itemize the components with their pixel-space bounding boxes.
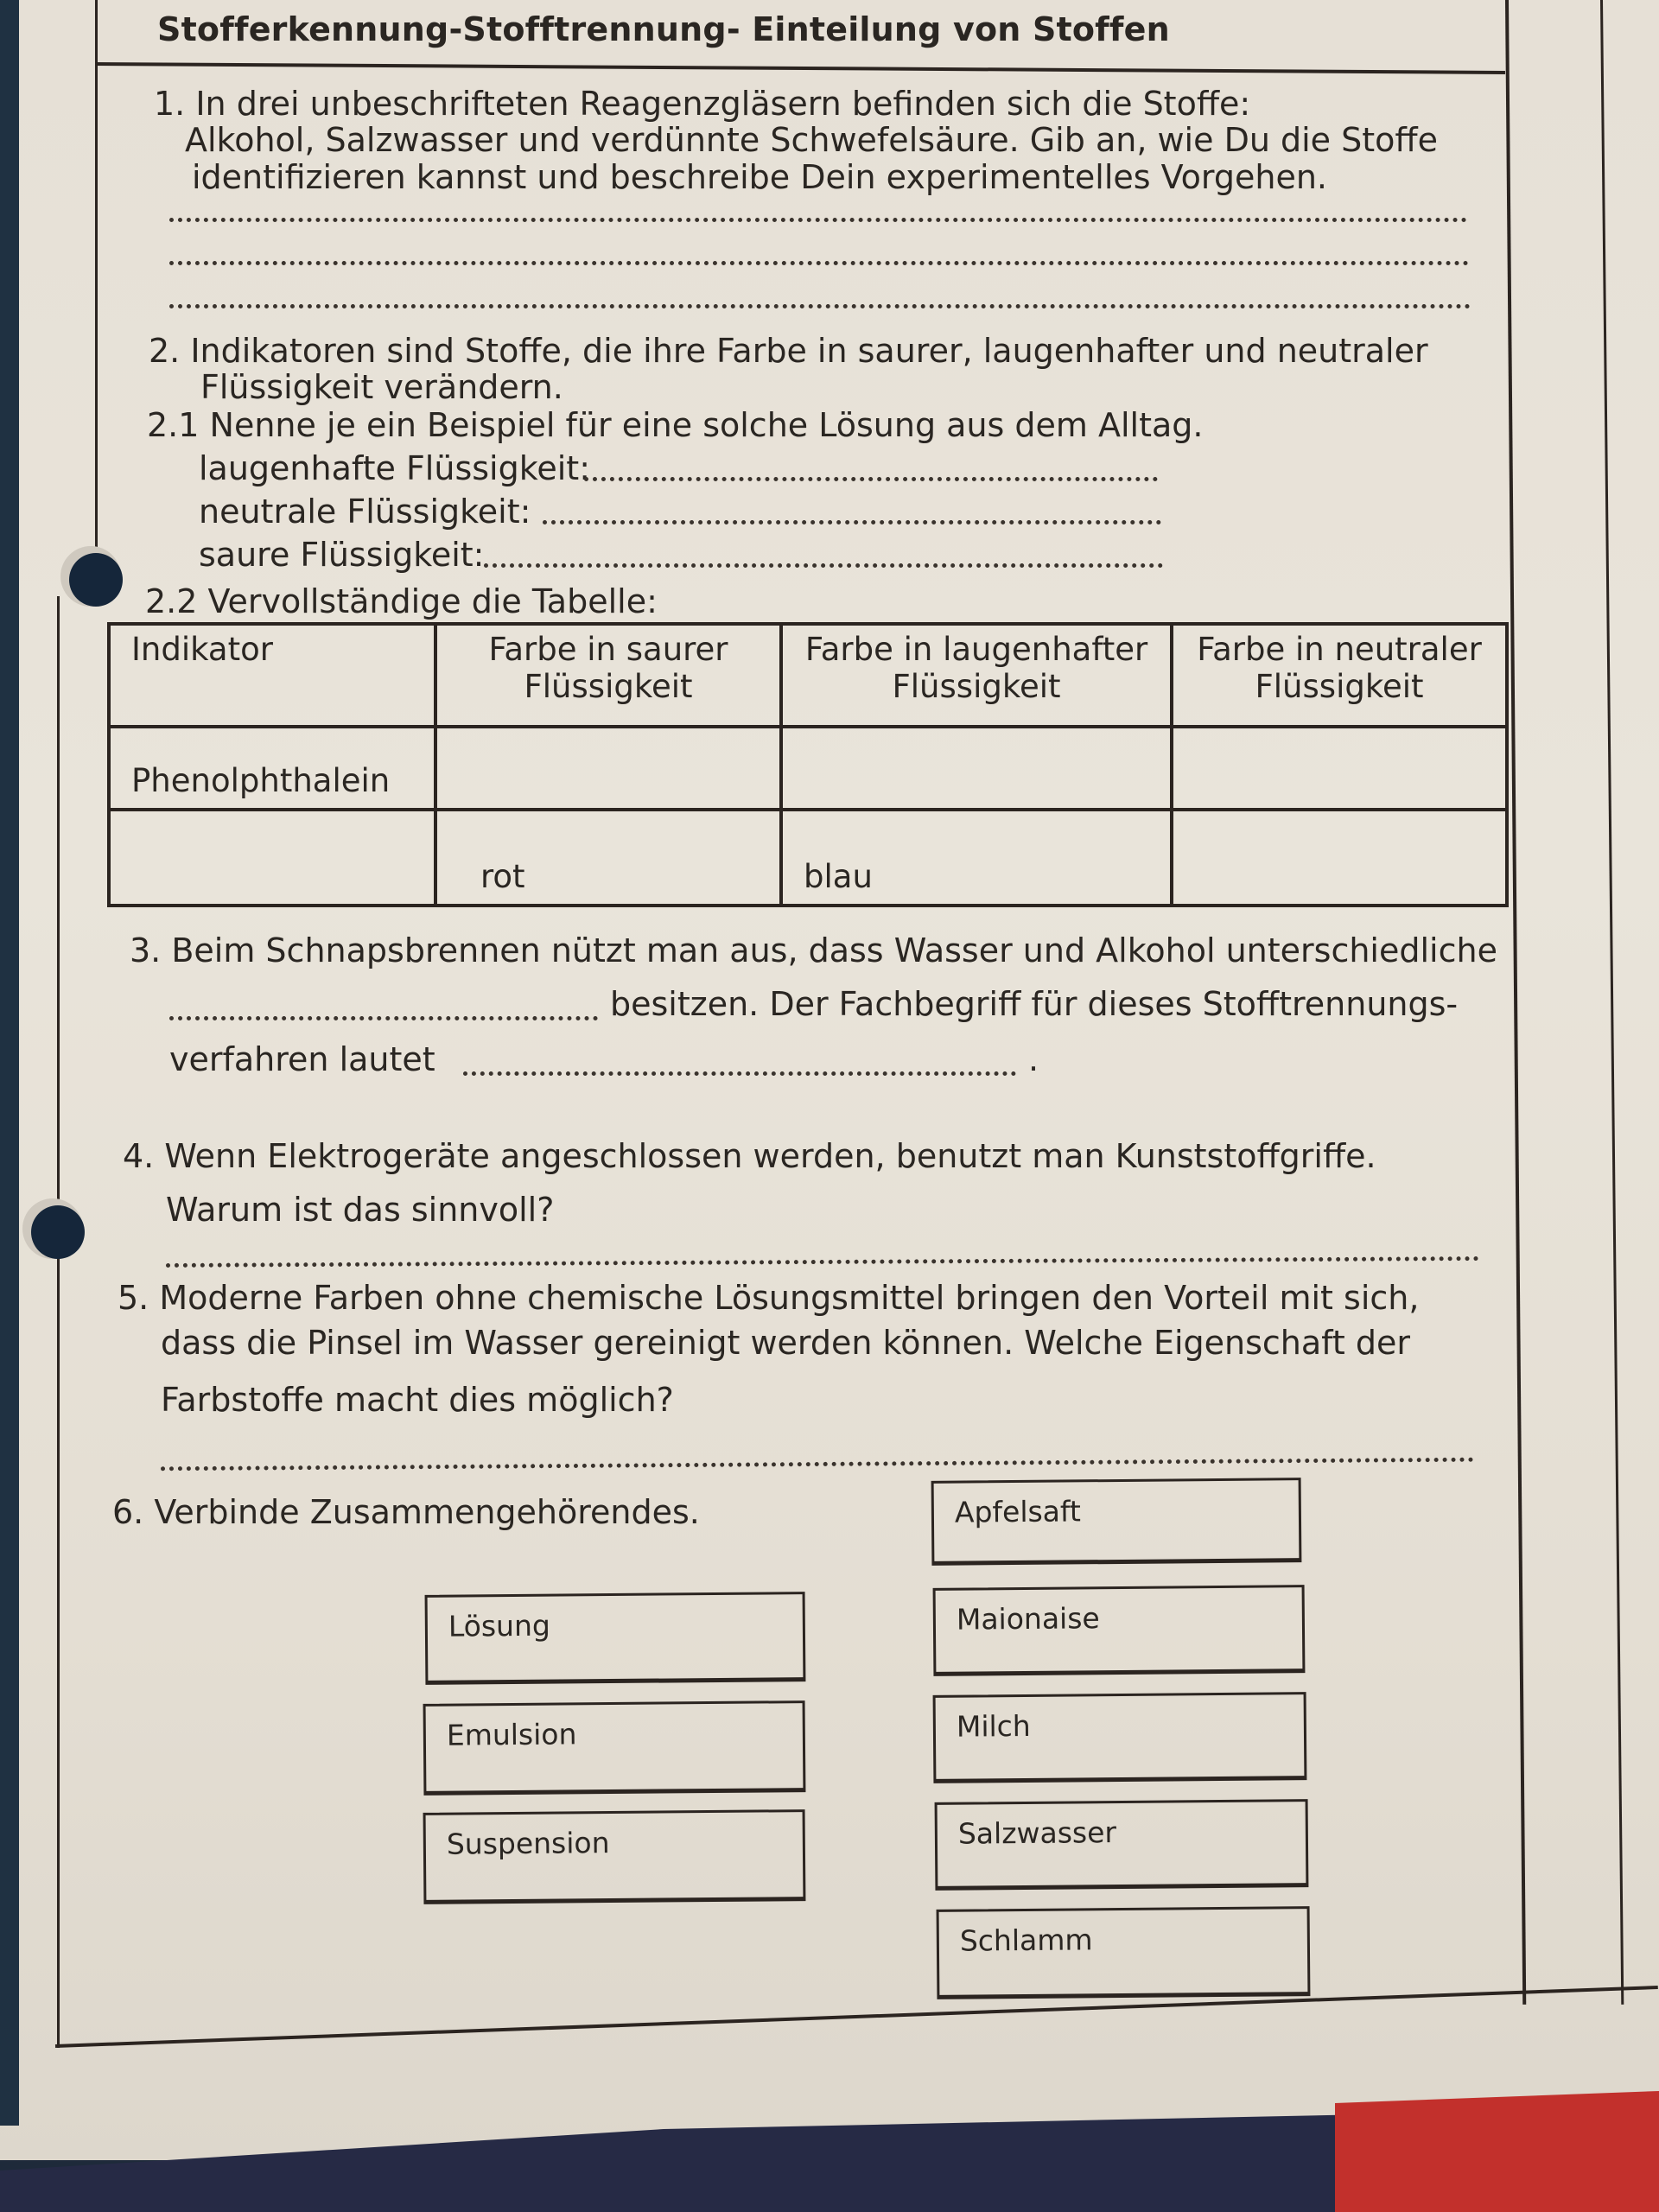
q2-2-heading: 2.2 Vervollständige die Tabelle: [145, 582, 658, 620]
header-cell-neutral: Farbe in neutraler Flüssigkeit [1172, 624, 1507, 727]
q3-line2: besitzen. Der Fachbegriff für dieses Stofftrennungs- [610, 985, 1459, 1023]
q5-line2: dass die Pinsel im Wasser gereinigt werden können. Welche Eigenschaft der [161, 1324, 1410, 1362]
background-edge [0, 0, 19, 2126]
q1-line3: identifizieren kannst und beschreibe Dein experimentelles Vorgehen. [192, 158, 1328, 196]
frame-left-border [95, 0, 98, 596]
title-divider [95, 62, 1505, 74]
q3-blank-property[interactable] [169, 1016, 598, 1020]
frame-bottom-border [55, 1986, 1658, 2048]
header-cell-acidic: Farbe in saurer Flüssigkeit [435, 624, 781, 727]
table-cell[interactable] [435, 727, 781, 809]
header-cell-indicator: Indikator [109, 624, 435, 727]
match-box-loesung[interactable]: Lösung [425, 1592, 806, 1685]
q5-line3: Farbstoffe macht dies möglich? [161, 1381, 674, 1419]
q4-answer-line[interactable] [166, 1256, 1479, 1268]
q4-line1: 4. Wenn Elektrogeräte angeschlossen werden, benutzt man Kunststoffgriffe. [123, 1137, 1376, 1175]
table-cell[interactable] [1172, 727, 1507, 809]
match-box-suspension[interactable]: Suspension [423, 1809, 806, 1904]
q1-line1: 1. In drei unbeschrifteten Reagenzgläsern befinden sich die Stoffe: [154, 85, 1251, 123]
q2-line1: 2. Indikatoren sind Stoffe, die ihre Farbe in saurer, laugenhafter und neutraler [149, 332, 1428, 370]
frame-left-border-lower [57, 596, 60, 2048]
basic-liquid-answer[interactable] [584, 477, 1158, 481]
indicator-table [107, 622, 1509, 907]
background-fabric-red [1335, 2091, 1659, 2212]
table-cell: blau [781, 810, 1172, 906]
punch-hole-upper [69, 553, 123, 607]
q2-1-heading: 2.1 Nenne je ein Beispiel für eine solche Lösung aus dem Alltag. [147, 406, 1204, 444]
table-cell: Phenolphthalein [109, 727, 435, 809]
match-box-milch[interactable]: Milch [933, 1692, 1307, 1783]
q5-line1: 5. Moderne Farben ohne chemische Lösungsmittel bringen den Vorteil mit sich, [118, 1279, 1420, 1317]
q3-line1: 3. Beim Schnapsbrennen nützt man aus, dass Wasser und Alkohol unterschiedliche [130, 931, 1497, 969]
table-cell[interactable] [781, 727, 1172, 809]
match-box-salzwasser[interactable]: Salzwasser [935, 1799, 1309, 1891]
match-box-schlamm[interactable]: Schlamm [937, 1906, 1311, 1999]
q1-line2: Alkohol, Salzwasser und verdünnte Schwefelsäure. Gib an, wie Du die Stoffe [185, 121, 1438, 159]
q3-line3-end: . [1028, 1040, 1039, 1078]
basic-liquid-label: laugenhafte Flüssigkeit: [199, 449, 591, 487]
match-box-apfelsaft[interactable]: Apfelsaft [931, 1478, 1302, 1566]
q3-line3: verfahren lautet [169, 1040, 435, 1078]
table-cell[interactable] [109, 810, 435, 906]
frame-outer-right-border [1600, 0, 1624, 2005]
acid-liquid-label: saure Flüssigkeit: [199, 536, 485, 574]
punch-hole-lower [31, 1205, 85, 1259]
acid-liquid-answer[interactable] [484, 563, 1163, 568]
table-cell[interactable] [1172, 810, 1507, 906]
table-row [109, 727, 1507, 809]
neutral-liquid-answer[interactable] [543, 520, 1161, 524]
q3-blank-procedure[interactable] [463, 1071, 1016, 1076]
q5-answer-line[interactable] [161, 1458, 1474, 1471]
q2-line2: Flüssigkeit verändern. [200, 368, 563, 406]
q4-line2: Warum ist das sinnvoll? [166, 1191, 555, 1229]
neutral-liquid-label: neutrale Flüssigkeit: [199, 493, 531, 531]
table-header-row [109, 624, 1507, 727]
header-cell-basic: Farbe in laugenhafter Flüssigkeit [781, 624, 1172, 727]
table-cell: rot [435, 810, 781, 906]
q1-answer-line-2[interactable] [169, 261, 1469, 265]
worksheet-title: Stofferkennung-Stofftrennung- Einteilung von Stoffen [157, 10, 1170, 48]
q6-heading: 6. Verbinde Zusammengehörendes. [112, 1493, 700, 1531]
table-row [109, 810, 1507, 906]
match-box-maionaise[interactable]: Maionaise [933, 1585, 1306, 1676]
q1-answer-line-3[interactable] [169, 304, 1471, 308]
frame-inner-right-border [1505, 0, 1526, 2005]
q1-answer-line-1[interactable] [169, 218, 1467, 222]
match-box-emulsion[interactable]: Emulsion [423, 1700, 806, 1796]
